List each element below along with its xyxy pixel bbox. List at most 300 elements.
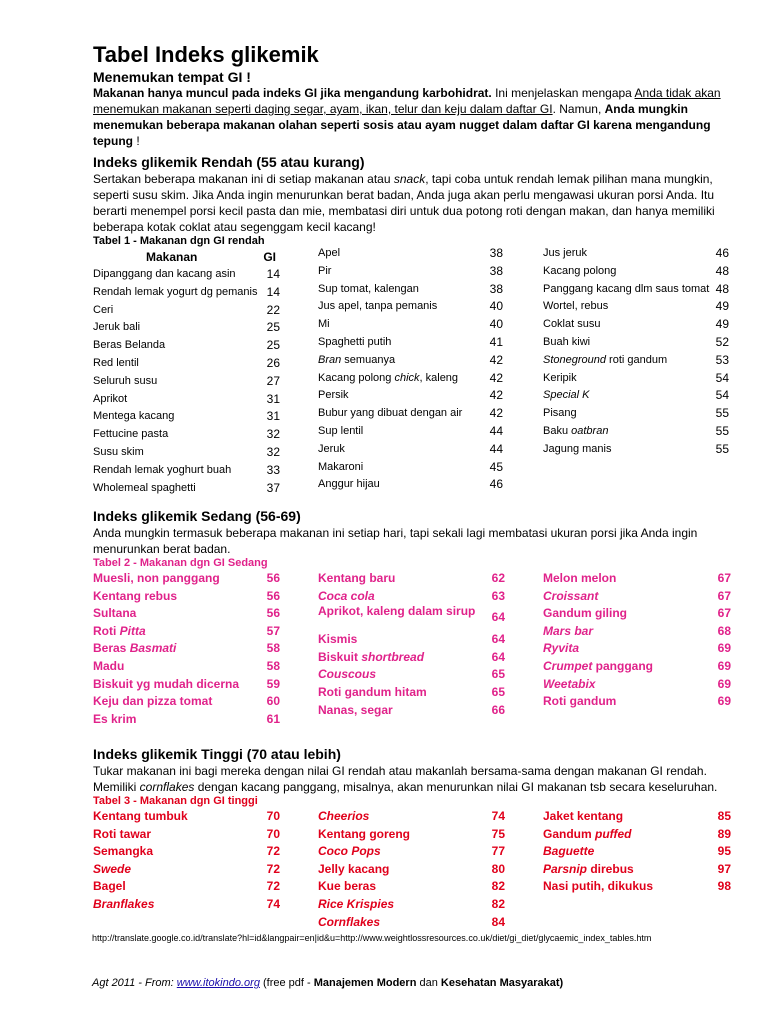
- table-row: [93, 570, 280, 588]
- food-name: [93, 426, 168, 444]
- gi-value: 56: [266, 606, 280, 621]
- food-name-text: Anggur hijau: [318, 478, 380, 491]
- table-1-rows-1: [93, 266, 280, 497]
- table-row: [543, 808, 731, 826]
- food-name: [543, 878, 653, 896]
- food-name: [93, 623, 146, 641]
- food-name-text: Kismis: [318, 632, 358, 647]
- gi-value: 69: [717, 658, 731, 673]
- food-name: [543, 263, 616, 281]
- gi-value: 14: [266, 267, 280, 281]
- intro-text-2: . Namun,: [552, 102, 605, 116]
- table-row: [318, 666, 505, 684]
- food-name-text: Nanas, segar: [318, 702, 393, 717]
- food-name: [93, 658, 124, 676]
- table-row: [93, 391, 280, 409]
- table-row: [543, 316, 729, 334]
- food-name: [318, 684, 427, 702]
- food-name-text: roti gandum: [606, 353, 668, 366]
- medium-gi-text: Anda mungkin termasuk beberapa makanan ini setiap hari, tapi sekali lagi membatasi ukuran porsi jika Anda ingin menurunkan berat badan.: [93, 526, 698, 556]
- food-name-italic: oatbran: [571, 424, 609, 437]
- table-2-column-2: [318, 570, 505, 719]
- food-name: [318, 370, 458, 388]
- table-row: [318, 878, 505, 896]
- table-1-header: [93, 248, 280, 266]
- food-name-text: Baku: [543, 424, 572, 437]
- gi-value: 54: [715, 370, 729, 385]
- food-name-text: Pisang: [543, 407, 577, 420]
- gi-value: 82: [491, 879, 505, 894]
- gi-value: 72: [266, 879, 280, 894]
- food-name: [93, 676, 239, 694]
- table-row: [93, 640, 280, 658]
- food-name: [93, 355, 139, 373]
- food-name: [543, 605, 627, 623]
- food-name: [318, 702, 393, 720]
- table-row: [318, 245, 503, 263]
- table-row: [93, 878, 280, 896]
- food-name: [93, 711, 136, 729]
- gi-value: 98: [717, 879, 731, 894]
- gi-value: 53: [715, 352, 729, 367]
- table-row: [543, 693, 731, 711]
- gi-value: 67: [717, 606, 731, 621]
- document-page: [93, 42, 733, 938]
- table-1-column-1: [93, 248, 280, 497]
- gi-value: 32: [266, 444, 280, 459]
- table-row: [318, 263, 503, 281]
- food-name: [318, 631, 357, 649]
- table-row: [543, 605, 731, 623]
- gi-value: 38: [489, 281, 503, 296]
- gi-value: 58: [266, 658, 280, 673]
- table-row: [318, 476, 503, 494]
- table-row: [93, 355, 280, 373]
- table-row: [318, 702, 505, 720]
- food-name: [318, 896, 394, 914]
- food-name-text: direbus: [587, 861, 634, 876]
- food-name: [543, 441, 612, 459]
- table-row: [93, 861, 280, 879]
- food-name-text: Fettucine pasta: [93, 428, 169, 441]
- gi-value: 49: [715, 299, 729, 314]
- food-name: [93, 693, 212, 711]
- food-name: [543, 658, 653, 676]
- food-name: [543, 405, 577, 423]
- table-row: [318, 649, 505, 667]
- table-row: [543, 405, 729, 423]
- gi-value: 95: [717, 844, 731, 859]
- gi-value: 42: [489, 406, 503, 421]
- gi-value: 41: [489, 334, 503, 349]
- intro-underlined: Anda tidak akan menemukan makanan seperti daging segar, ayam, ikan, telur dan keju dalam daftar GI: [93, 86, 721, 116]
- footer-and: dan: [416, 977, 441, 989]
- food-name-text: Nasi putih, dikukus: [543, 879, 654, 894]
- gi-value: 72: [266, 861, 280, 876]
- gi-value: 22: [266, 302, 280, 317]
- low-gi-text: [93, 171, 733, 235]
- table-row: [93, 373, 280, 391]
- food-name-italic: Basmati: [129, 641, 177, 656]
- food-name-text: Semangka: [93, 844, 154, 859]
- food-name: [93, 373, 157, 391]
- food-name: [543, 676, 595, 694]
- table-row: [543, 826, 731, 844]
- gi-value: 25: [266, 338, 280, 353]
- food-name: [318, 605, 480, 618]
- gi-value: 69: [717, 641, 731, 656]
- food-name: [93, 896, 154, 914]
- table-row: [318, 298, 503, 316]
- food-name-text: Jeruk: [318, 442, 345, 455]
- intro-bold-1: Makanan hanya muncul pada indeks GI jika mengandung karbohidrat.: [93, 86, 492, 100]
- table-row: [93, 711, 280, 729]
- gi-value: 64: [491, 632, 505, 647]
- food-name-text: Apel: [318, 247, 341, 259]
- food-name-italic: Couscous: [318, 667, 377, 682]
- food-name-text: Sup tomat, kalengan: [318, 282, 419, 295]
- food-name: [93, 861, 131, 879]
- food-name-text: Susu skim: [93, 445, 144, 458]
- gi-value: 42: [489, 370, 503, 385]
- gi-value: 65: [491, 667, 505, 682]
- gi-value: 68: [717, 623, 731, 638]
- table-2-column-3: [543, 570, 731, 711]
- table-row: [93, 658, 280, 676]
- table-row: [543, 334, 729, 352]
- table-row: [318, 281, 503, 299]
- table-row: [93, 319, 280, 337]
- subtitle: Menemukan tempat GI !: [93, 69, 251, 85]
- table-row: [318, 896, 505, 914]
- food-name-text: Rendah lemak yoghurt buah: [93, 463, 232, 476]
- food-name-text: Roti tawar: [93, 826, 152, 841]
- gi-value: 55: [715, 423, 729, 438]
- gi-value: 60: [266, 694, 280, 709]
- table-row: [93, 826, 280, 844]
- gi-value: 70: [266, 809, 280, 823]
- food-name-text: Jelly kacang: [318, 861, 390, 876]
- food-name: [93, 878, 126, 896]
- food-name-text: Beras Belanda: [93, 339, 166, 352]
- table-row: [543, 640, 731, 658]
- food-name-text: Coklat susu: [543, 318, 601, 331]
- food-name: [543, 826, 631, 844]
- food-name: [318, 405, 462, 423]
- gi-value: 70: [266, 826, 280, 841]
- high-text-italic: cornflakes: [139, 780, 195, 794]
- food-name-text: Bubur yang dibuat dengan air: [318, 407, 463, 420]
- food-name-text: Es krim: [93, 711, 137, 726]
- food-name-text: Kacang polong: [318, 371, 395, 384]
- food-name: [318, 459, 363, 477]
- table-3: [93, 808, 733, 938]
- gi-value: 49: [715, 317, 729, 332]
- food-name: [318, 387, 349, 405]
- table-row: [93, 676, 280, 694]
- food-name-text: Roti gandum: [543, 694, 617, 709]
- table-row: [318, 334, 503, 352]
- table-row: [318, 423, 503, 441]
- footer-bold-2: Kesehatan Masyarakat): [440, 977, 564, 989]
- food-name-text: Beras: [93, 641, 130, 656]
- gi-value: 48: [715, 281, 729, 296]
- food-name-text: Seluruh susu: [93, 374, 158, 387]
- food-name-text: Persik: [318, 389, 349, 402]
- food-name: [93, 444, 144, 462]
- food-name: [543, 316, 600, 334]
- table-row: [93, 462, 280, 480]
- table-row: [93, 843, 280, 861]
- gi-value: 38: [489, 246, 503, 260]
- table-3-caption: Tabel 3 - Makanan dgn GI tinggi: [93, 795, 258, 807]
- food-name-text: Aprikot: [93, 392, 128, 405]
- table-row: [93, 605, 280, 623]
- gi-value: 52: [715, 334, 729, 349]
- footer-middle: (free pdf -: [259, 977, 314, 989]
- table-3-column-3: [543, 808, 731, 896]
- food-name-text: Biskuit: [318, 649, 362, 664]
- food-name-text: Rendah lemak yogurt dg pemanis: [93, 285, 258, 298]
- food-name-italic: Rice Krispies: [318, 896, 395, 911]
- food-name-text: Jeruk bali: [93, 321, 141, 334]
- food-name-text: Kentang goreng: [318, 826, 410, 841]
- table-row: [93, 426, 280, 444]
- table-row: [543, 570, 731, 588]
- low-text-b: , tapi coba untuk rendah lemak pilihan mana mungkin, seperti susu skim. Jika Anda ingin menurunkan berat badan, Anda juga akan perlu mengawasi ukuran porsi Anda. Itu berarti menempel porsi kecil pasta dan mie, membatasi diri untuk dua potong roti dengan makan, dan hanya memiliki beberapa kotak coklat atau segenggam kecil kacang!: [93, 172, 715, 234]
- table-row: [93, 623, 280, 641]
- food-name-italic: Swede: [93, 861, 132, 876]
- food-name: [318, 281, 419, 299]
- food-name-text: Melon melon: [543, 571, 617, 585]
- table-row: [318, 861, 505, 879]
- table-row: [318, 808, 505, 826]
- food-name: [318, 861, 389, 879]
- table-1-column-2: [318, 245, 503, 494]
- gi-value: 40: [489, 299, 503, 314]
- table-row: [93, 284, 280, 302]
- table-row: [543, 423, 729, 441]
- gi-value: 80: [491, 861, 505, 876]
- gi-value: 38: [489, 263, 503, 278]
- food-name: [318, 334, 391, 352]
- table-row: [93, 693, 280, 711]
- food-name-text: Kentang baru: [318, 571, 396, 585]
- table-row: [318, 405, 503, 423]
- table-1: [93, 248, 733, 506]
- table-row: [318, 387, 503, 405]
- food-name: [93, 588, 177, 606]
- high-gi-heading: Indeks glikemik Tinggi (70 atau lebih): [93, 746, 341, 762]
- gi-value: 66: [491, 702, 505, 717]
- food-name: [318, 316, 330, 334]
- intro-text-3: !: [133, 134, 140, 148]
- food-name-text: Mentega kacang: [93, 410, 175, 423]
- table-row: [318, 631, 505, 649]
- col-header-food: Makanan: [146, 250, 198, 264]
- food-name-italic: Weetabix: [543, 676, 596, 691]
- table-row: [318, 684, 505, 702]
- food-name: [543, 861, 634, 879]
- food-name: [318, 245, 340, 263]
- food-name: [318, 914, 380, 932]
- food-name-text: Madu: [93, 658, 125, 673]
- table-row: [543, 878, 731, 896]
- food-name-italic: Mars bar: [543, 623, 594, 638]
- gi-value: 48: [715, 263, 729, 278]
- food-name-text: Pir: [318, 264, 332, 277]
- food-name: [93, 284, 257, 302]
- gi-value: 77: [491, 844, 505, 859]
- gi-value: 64: [491, 649, 505, 664]
- food-name-italic: Pitta: [119, 623, 146, 638]
- table-1-column-3: [543, 245, 729, 459]
- table-row: [93, 408, 280, 426]
- food-name: [318, 352, 395, 370]
- food-name: [318, 843, 381, 861]
- table-2-caption: Tabel 2 - Makanan dgn GI Sedang: [93, 557, 268, 569]
- table-row: [543, 861, 731, 879]
- food-name: [93, 391, 127, 409]
- table-row: [318, 843, 505, 861]
- food-name: [543, 352, 667, 370]
- food-name: [93, 826, 151, 844]
- gi-value: 56: [266, 571, 280, 585]
- food-name-italic: Bran: [318, 353, 342, 366]
- food-name-italic: Coca cola: [318, 588, 375, 603]
- gi-value: 97: [717, 861, 731, 876]
- food-name-text: Ceri: [93, 303, 114, 316]
- food-name: [318, 588, 375, 606]
- gi-value: 85: [717, 809, 731, 823]
- gi-value: 33: [266, 462, 280, 477]
- table-row: [543, 658, 731, 676]
- gi-value: 25: [266, 320, 280, 335]
- food-name-text: Jaket kentang: [543, 809, 624, 823]
- gi-value: 14: [266, 284, 280, 299]
- food-name-italic: Branflakes: [93, 896, 155, 911]
- food-name: [543, 808, 623, 826]
- food-name: [318, 826, 410, 844]
- food-name: [318, 666, 376, 684]
- gi-value: 46: [715, 246, 729, 260]
- food-name: [543, 387, 589, 405]
- food-name-text: Spaghetti putih: [318, 335, 392, 348]
- food-name: [543, 423, 608, 441]
- table-row: [543, 352, 729, 370]
- food-name: [318, 808, 369, 826]
- table-row: [543, 245, 729, 263]
- food-name-italic: Parsnip: [543, 861, 588, 876]
- table-row: [543, 843, 731, 861]
- food-name-italic: Stoneground: [543, 353, 606, 366]
- food-name: [318, 570, 395, 588]
- gi-value: 56: [266, 588, 280, 603]
- food-name-text: Kentang rebus: [93, 588, 178, 603]
- table-row: [543, 298, 729, 316]
- table-row: [543, 588, 731, 606]
- high-gi-text: [93, 763, 733, 795]
- food-name-text: Bagel: [93, 879, 126, 894]
- table-row: [93, 588, 280, 606]
- table-row: [318, 570, 505, 588]
- food-name: [543, 570, 616, 588]
- food-name: [93, 319, 140, 337]
- gi-value: 62: [491, 571, 505, 585]
- food-name: [543, 588, 598, 606]
- table-row: [93, 896, 280, 914]
- food-name-text: Dipanggang dan kacang asin: [93, 268, 236, 280]
- food-name-italic: Croissant: [543, 588, 599, 603]
- food-name: [543, 370, 577, 388]
- food-name-italic: puffed: [595, 826, 632, 841]
- food-name-italic: shortbread: [361, 649, 425, 664]
- food-name-text: Biskuit yg mudah dicerna: [93, 676, 240, 691]
- gi-value: 26: [266, 355, 280, 370]
- food-name: [93, 266, 236, 284]
- page-title: Tabel Indeks glikemik: [93, 42, 319, 67]
- footer-link[interactable]: www.itokindo.org: [176, 977, 260, 989]
- gi-value: 82: [491, 896, 505, 911]
- gi-value: 75: [491, 826, 505, 841]
- low-text-italic: snack: [393, 172, 426, 186]
- food-name-text: Sup lentil: [318, 424, 364, 437]
- food-name-text: semuanya: [341, 353, 396, 366]
- food-name: [318, 263, 331, 281]
- table-row: [543, 387, 729, 405]
- source-url: http://translate.google.co.id/translate?hl=id&langpair=en|id&u=http://www.weightlossresources.co.uk/diet/gi_diet/glycaemic_index_tables.htm: [92, 933, 652, 943]
- food-name-text: panggang: [592, 658, 654, 673]
- gi-value: 84: [491, 914, 505, 929]
- food-name-italic: Cornflakes: [318, 914, 381, 929]
- food-name: [318, 878, 376, 896]
- gi-value: 55: [715, 441, 729, 456]
- intro-paragraph: [93, 85, 733, 149]
- food-name-italic: Crumpet: [543, 658, 593, 673]
- table-2-column-1: [93, 570, 280, 728]
- food-name: [93, 640, 176, 658]
- food-name-text: Roti: [93, 623, 120, 638]
- food-name-italic: Baguette: [543, 844, 595, 859]
- food-name-italic: Cheerios: [318, 809, 370, 823]
- gi-value: 61: [266, 711, 280, 726]
- food-name: [93, 480, 196, 498]
- food-name: [543, 843, 594, 861]
- food-name-text: Jus jeruk: [543, 247, 588, 259]
- food-name: [93, 408, 174, 426]
- table-row: [318, 441, 503, 459]
- food-name-text: Muesli, non panggang: [93, 571, 220, 585]
- food-name-text: , kaleng: [419, 371, 459, 384]
- medium-gi-heading: Indeks glikemik Sedang (56-69): [93, 508, 301, 524]
- food-name-italic: chick: [394, 371, 420, 384]
- table-row: [318, 605, 505, 631]
- intro-text-1: Ini menjelaskan mengapa: [491, 86, 635, 100]
- gi-value: 58: [266, 641, 280, 656]
- table-row: [543, 623, 731, 641]
- table-row: [93, 808, 280, 826]
- food-name-text: Makaroni: [318, 460, 364, 473]
- food-name: [93, 808, 188, 826]
- gi-value: 32: [266, 427, 280, 442]
- gi-value: 65: [491, 684, 505, 699]
- food-name-text: Kue beras: [318, 879, 377, 894]
- low-gi-heading: Indeks glikemik Rendah (55 atau kurang): [93, 154, 365, 170]
- gi-value: 44: [489, 441, 503, 456]
- gi-value: 64: [491, 610, 505, 625]
- high-text-a: Tukar makanan ini bagi mereka dengan nilai GI rendah atau makanlah bersama-sama dengan makanan GI rendah. Memiliki: [93, 764, 707, 794]
- low-text-a: Sertakan beberapa makanan ini di setiap makanan atau: [93, 172, 394, 186]
